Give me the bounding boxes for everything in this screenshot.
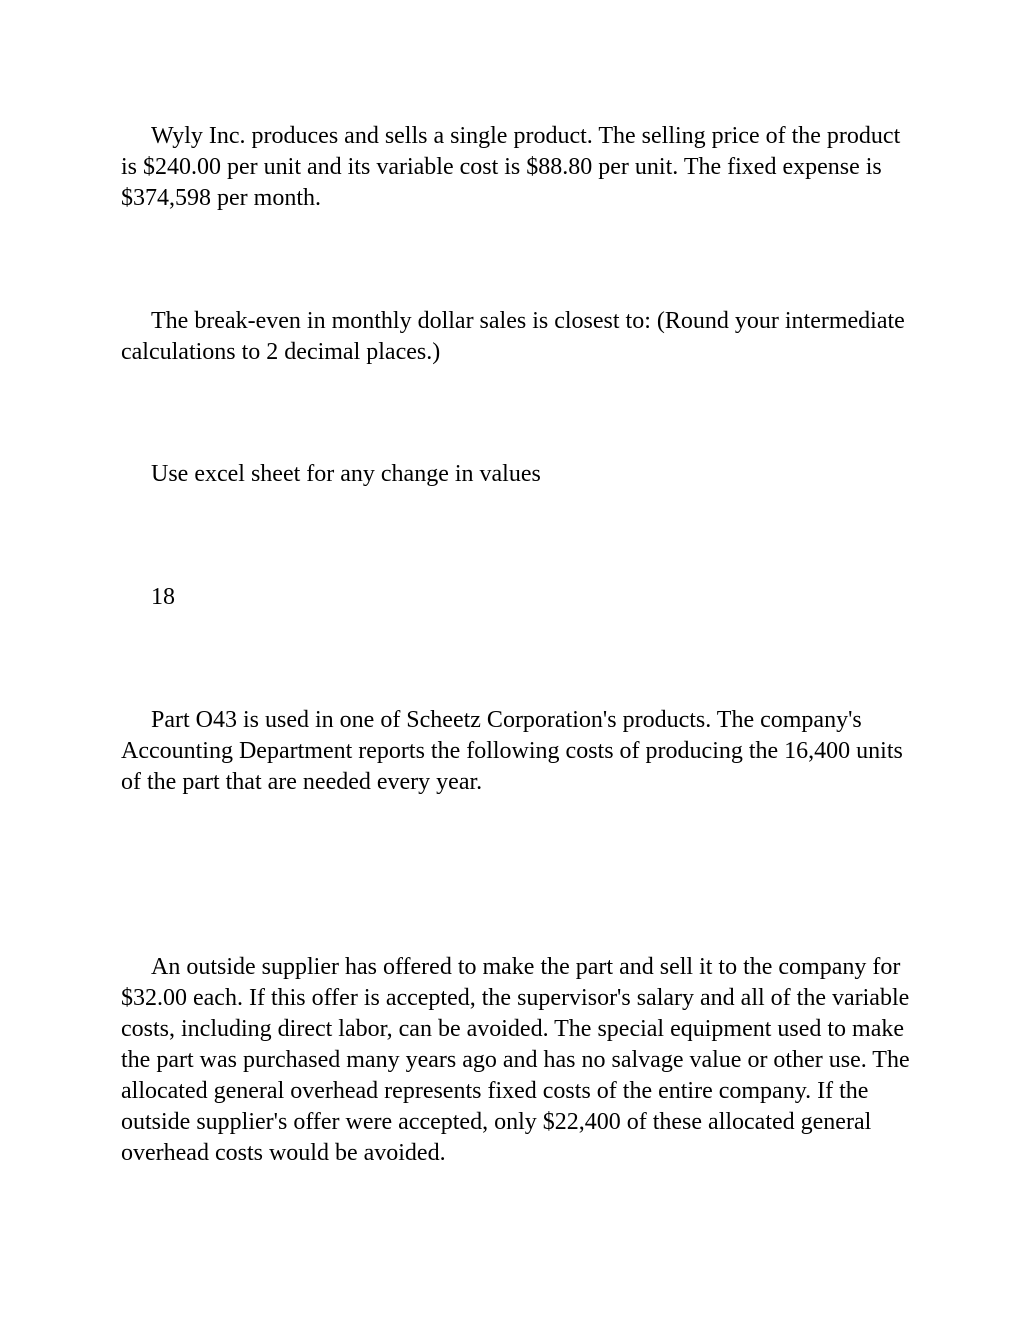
break-even-question-paragraph: The break-even in monthly dollar sales is closest to: (Round your intermediate calculations to 2 decimal places.) <box>121 308 905 365</box>
question-number: 18 <box>151 584 175 610</box>
excel-note-paragraph: Use excel sheet for any change in values <box>151 461 541 487</box>
part-o43-paragraph: Part O43 is used in one of Scheetz Corporation's products. The company's Accounting Department reports the following costs of producing the 16,400 units of the part that are needed every year. <box>121 707 903 795</box>
outside-supplier-paragraph: An outside supplier has offered to make the part and sell it to the company for $32.00 each. If this offer is accepted, the supervisor's salary and all of the variable costs, including direct labor, can be avoided. The special equipment used to make the part was purchased many years ago and has no salvage value or other use. The allocated general overhead represents fixed costs of the entire company. If the outside supplier's offer were accepted, only $22,400 of these allocated general overhead costs would be avoided. <box>121 954 910 1166</box>
problem-intro-paragraph: Wyly Inc. produces and sells a single product. The selling price of the product is $240.00 per unit and its variable cost is $88.80 per unit. The fixed expense is $374,598 per month. <box>121 123 901 211</box>
